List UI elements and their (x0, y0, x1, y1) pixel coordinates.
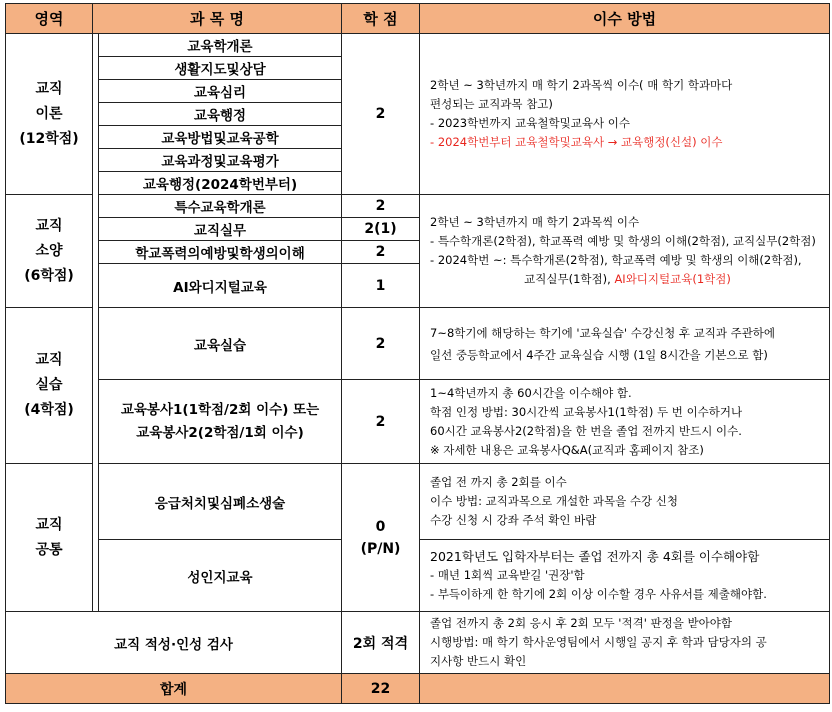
method-line: 1~4학년까지 총 60시간을 이수해야 함. (430, 385, 632, 400)
total-credit: 22 (342, 674, 420, 704)
subject-cell: 교육실습 (99, 308, 342, 380)
total-label: 합계 (6, 674, 342, 704)
subject-line: 교육봉사1(1학점/2회 이수) 또는 (120, 401, 320, 418)
subject-cell: 특수교육학개론 (99, 195, 342, 218)
area-practice-line: 교직 (35, 352, 63, 368)
subject-cell: 교육행정 (99, 103, 342, 126)
header-credit: 학 점 (342, 4, 420, 34)
header-row (6, 4, 830, 34)
method-culture (420, 195, 830, 308)
method-line: - 2023학번까지 교육철학및교육사 이수 (430, 116, 630, 130)
method-line: ※ 자세한 내용은 교육봉사Q&A(교직과 홈페이지 참조) (430, 442, 704, 457)
method-line (430, 270, 825, 289)
method-line: 2학년 ~ 3학년까지 매 학기 2과목씩 이수( 매 학기 학과마다 (430, 78, 733, 92)
subject-cell: 교육학개론 (99, 34, 342, 57)
area-theory-line: (12학점) (19, 130, 79, 147)
method-line: 2021학년도 입학자부터는 졸업 전까지 총 4회를 이수해야함 (430, 549, 760, 564)
method-line: 시행방법: 매 학기 학사운영팀에서 시행일 공지 후 학과 담당자의 공 (430, 635, 767, 649)
credit-cell: 2(1) (342, 218, 420, 241)
header-area: 영역 (6, 4, 93, 34)
subject-cell: 교육방법및교육공학 (99, 126, 342, 149)
area-practice (6, 308, 93, 464)
area-culture-line: 교직 (35, 217, 63, 234)
area-theory-line: 이론 (35, 105, 63, 122)
subject-cell: 성인지교육 (99, 540, 342, 612)
area-common-line: 교직 (35, 516, 63, 533)
subject-cell: 생활지도및상담 (99, 57, 342, 80)
method-gender (420, 540, 830, 612)
method-line: 7~8학기에 해당하는 학기에 '교육실습' 수강신청 후 교직과 주관하에 (430, 325, 776, 340)
aptitude-credit: 2회 적격 (342, 612, 420, 674)
area-practice-line: (4학점) (24, 402, 74, 418)
area-theory-line: 교직 (35, 80, 63, 97)
method-line-red: - 2024학번부터 교육철학및교육사 → 교육행정(신설) 이수 (430, 135, 723, 149)
header-method: 이수 방법 (420, 4, 830, 34)
method-line: 졸업 전까지 총 2회 응시 후 2회 모두 '적격' 판정을 받아야함 (430, 616, 732, 630)
credit-line: 0 (375, 518, 386, 535)
credit-theory: 2 (342, 34, 420, 195)
area-culture-line: (6학점) (24, 267, 74, 284)
area-common (6, 464, 93, 612)
method-line: 수강 신청 시 강좌 주석 확인 바람 (430, 513, 597, 527)
method-line: 일선 중등학교에서 4주간 교육실습 시행 (1일 8시간을 기본으로 함) (430, 347, 768, 362)
subject-cell: 응급처치및심폐소생술 (99, 464, 342, 540)
method-theory (420, 34, 830, 195)
credit-cell: 2 (342, 380, 420, 464)
area-culture-line: 소양 (35, 242, 63, 259)
header-subject: 과 목 명 (93, 4, 342, 34)
area-practice-line: 실습 (35, 377, 63, 393)
method-cpr (420, 464, 830, 540)
method-line: 학점 인정 방법: 30시간씩 교육봉사1(1학점) 두 번 이수하거나 (430, 404, 743, 419)
credit-common (342, 464, 420, 612)
curriculum-table (5, 3, 830, 704)
method-text-red: AI와디지털교육(1학점) (614, 272, 731, 286)
credit-cell: 2 (342, 241, 420, 264)
credit-cell: 2 (342, 308, 420, 380)
subject-cell (99, 380, 342, 464)
subject-cell: 교육심리 (99, 80, 342, 103)
method-line: - 2024학번 ~: 특수학개론(2학점), 학교폭력 예방 및 학생의 이해(2학점), (430, 253, 802, 267)
method-line: - 매년 1회씩 교육받길 '권장'함 (430, 568, 585, 582)
total-empty (420, 674, 830, 704)
method-line: 지사항 반드시 확인 (430, 654, 527, 668)
subject-cell: 학교폭력의예방및학생의이해 (99, 241, 342, 264)
area-common-line: 공통 (35, 541, 63, 558)
subject-cell: 교직실무 (99, 218, 342, 241)
method-volunteer (420, 380, 830, 464)
method-practice (420, 308, 830, 380)
subject-cell: 교육행정(2024학번부터) (99, 172, 342, 195)
credit-line: (P/N) (360, 540, 401, 557)
method-line: - 특수학개론(2학점), 학교폭력 예방 및 학생의 이해(2학점), 교직실무(2학점) (430, 234, 816, 248)
method-aptitude (420, 612, 830, 674)
method-line: 60시간 교육봉사2(2학점)을 한 번을 졸업 전까지 반드시 이수. (430, 423, 742, 438)
method-line: 졸업 전 까지 총 2회를 이수 (430, 475, 567, 489)
method-text: 교직실무(1학점), (524, 272, 615, 286)
method-line: 2학년 ~ 3학년까지 매 학기 2과목씩 이수 (430, 215, 640, 229)
area-theory (6, 34, 93, 195)
area-culture (6, 195, 93, 308)
aptitude-label: 교직 적성·인성 검사 (6, 612, 342, 674)
subject-line: 교육봉사2(2학점/1회 이수) (136, 424, 304, 441)
method-line: 이수 방법: 교직과목으로 개설한 과목을 수강 신청 (430, 494, 679, 508)
method-line: - 부득이하게 한 학기에 2회 이상 이수할 경우 사유서를 제출해야함. (430, 587, 767, 601)
subject-cell: AI와디지털교육 (99, 264, 342, 308)
method-line: 편성되는 교직과목 참고) (430, 97, 553, 111)
credit-cell: 1 (342, 264, 420, 308)
subject-cell: 교육과정및교육평가 (99, 149, 342, 172)
credit-cell: 2 (342, 195, 420, 218)
